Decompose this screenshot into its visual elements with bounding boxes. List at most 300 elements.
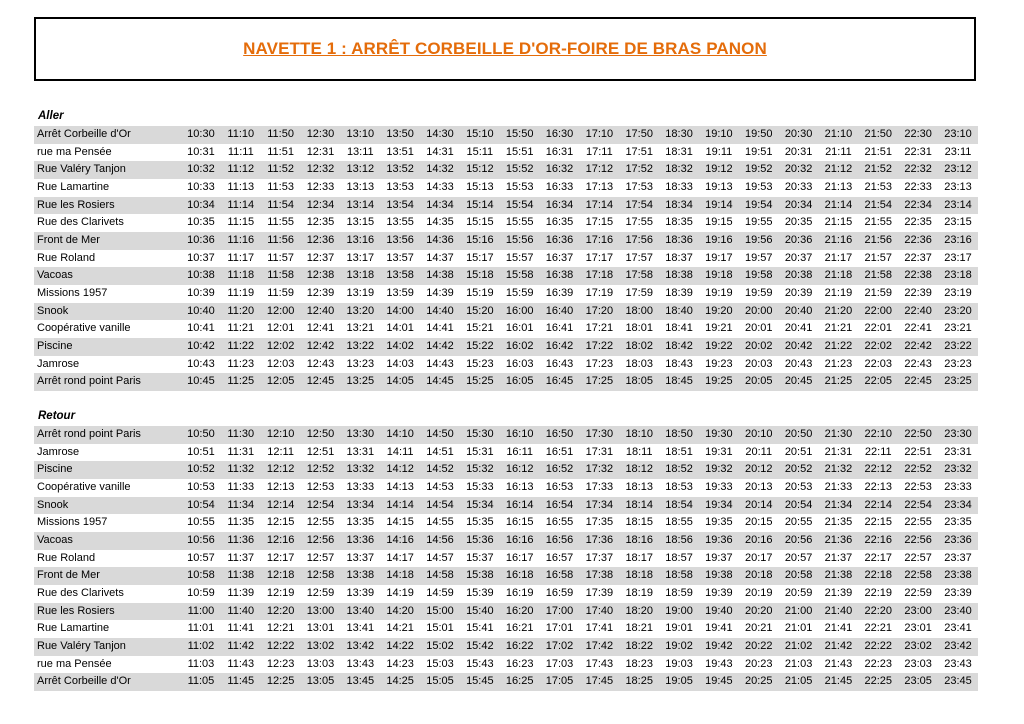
time-cell: 23:30 [938,426,978,444]
time-cell: 11:14 [221,197,261,215]
time-cell: 18:17 [625,551,653,564]
time-cell: 18:33 [665,180,693,193]
time-cell: 21:25 [819,373,859,391]
time-cell: 19:50 [739,126,779,144]
time-cell: 11:52 [261,161,301,179]
time-cell: 10:45 [181,373,221,391]
time-cell: 18:20 [619,603,659,621]
time-cell: 15:13 [466,180,494,193]
time-cell: 12:18 [261,567,301,585]
time-cell: 20:10 [739,426,779,444]
time-cell: 12:55 [306,516,335,529]
time-cell: 23:22 [938,338,978,356]
time-cell: 22:14 [858,497,898,515]
time-cell: 13:02 [301,638,341,656]
time-cell: 13:38 [340,567,380,585]
time-cell: 11:53 [267,180,294,193]
time-cell: 20:53 [784,480,813,493]
time-cell: 22:53 [904,480,932,493]
time-cell: 23:13 [944,180,972,193]
time-cell: 22:56 [898,532,938,550]
time-cell: 12:01 [266,322,295,335]
time-cell: 13:41 [346,622,375,635]
time-cell: 19:37 [705,551,733,564]
time-cell: 20:02 [739,338,779,356]
time-cell: 15:53 [505,180,534,193]
time-cell: 11:00 [181,603,221,621]
time-cell: 23:00 [898,603,938,621]
time-cell: 22:17 [864,551,893,564]
time-cell: 14:50 [420,426,460,444]
time-cell: 11:10 [221,126,261,144]
time-cell: 21:52 [858,161,898,179]
time-cell: 13:20 [340,303,380,321]
time-cell: 21:35 [824,516,853,529]
time-cell: 21:33 [824,480,853,493]
time-cell: 16:22 [500,638,540,656]
table-row [34,497,978,515]
time-cell: 23:36 [938,532,978,550]
time-cell: 11:54 [261,197,301,215]
time-cell: 17:39 [585,586,614,599]
time-cell: 22:36 [898,232,938,250]
time-cell: 20:20 [739,603,779,621]
time-cell: 16:14 [500,497,540,515]
time-cell: 17:25 [579,373,619,391]
time-cell: 10:59 [187,586,215,599]
time-cell: 14:43 [426,357,454,370]
time-cell: 15:38 [460,567,500,585]
time-cell: 14:00 [380,303,420,321]
time-cell: 16:01 [505,322,534,335]
time-cell: 15:25 [460,373,500,391]
time-cell: 18:00 [619,303,659,321]
time-cell: 17:35 [585,516,614,529]
time-cell: 12:16 [261,532,301,550]
time-cell: 14:15 [386,516,414,529]
time-cell: 18:38 [659,267,699,285]
time-cell: 16:57 [545,551,574,564]
time-cell: 13:21 [346,322,375,335]
time-cell: 18:19 [625,586,653,599]
time-cell: 16:23 [505,657,534,670]
time-cell: 15:15 [466,216,494,229]
stop-name: Arrêt rond point Paris [34,426,181,444]
time-cell: 20:11 [745,445,773,458]
time-cell: 12:33 [306,180,335,193]
time-cell: 15:17 [466,251,494,264]
time-cell: 10:53 [187,480,215,493]
time-cell: 22:30 [898,126,938,144]
time-cell: 15:59 [505,286,534,299]
stop-name: rue ma Pensée [37,657,112,670]
time-cell: 23:23 [944,357,972,370]
time-cell: 18:34 [659,197,699,215]
time-cell: 16:20 [500,603,540,621]
time-cell: 14:11 [386,445,414,458]
stop-name: Missions 1957 [37,516,108,529]
time-cell: 12:43 [306,357,335,370]
time-cell: 21:13 [824,180,853,193]
table-row [34,426,978,444]
time-cell: 18:45 [659,373,699,391]
time-cell: 18:03 [625,357,653,370]
time-cell: 22:19 [864,586,893,599]
time-cell: 16:45 [540,373,580,391]
time-cell: 15:35 [466,516,494,529]
time-cell: 19:38 [699,567,739,585]
time-cell: 23:12 [938,161,978,179]
time-cell: 21:43 [824,657,853,670]
time-cell: 15:02 [420,638,460,656]
time-cell: 19:42 [699,638,739,656]
time-cell: 16:55 [545,516,574,529]
time-cell: 22:39 [904,286,932,299]
time-cell: 12:41 [306,322,335,335]
time-cell: 21:37 [824,551,853,564]
time-cell: 19:21 [705,322,733,335]
time-cell: 21:50 [858,126,898,144]
time-cell: 10:31 [187,145,215,158]
time-cell: 11:42 [221,638,261,656]
section-label-retour: Retour [38,410,76,422]
time-cell: 14:42 [420,338,460,356]
time-cell: 13:05 [301,673,341,691]
stop-name: Jamrose [37,445,80,458]
time-cell: 22:21 [864,622,893,635]
time-cell: 20:55 [784,516,813,529]
time-cell: 22:33 [904,180,932,193]
time-cell: 19:10 [699,126,739,144]
time-cell: 11:34 [221,497,261,515]
time-cell: 23:17 [944,251,972,264]
time-cell: 13:18 [340,267,380,285]
time-cell: 14:31 [426,145,454,158]
time-cell: 11:15 [227,216,255,229]
time-cell: 16:40 [540,303,580,321]
time-cell: 18:02 [619,338,659,356]
time-cell: 21:11 [825,145,852,158]
time-cell: 10:56 [181,532,221,550]
time-cell: 11:37 [227,551,255,564]
time-cell: 20:40 [779,303,819,321]
time-cell: 19:19 [705,286,733,299]
stop-name: Rue Valéry Tanjon [34,161,181,179]
time-cell: 23:32 [938,461,978,479]
time-cell: 17:53 [625,180,653,193]
time-cell: 20:03 [744,357,773,370]
time-cell: 13:23 [346,357,375,370]
time-cell: 11:32 [221,461,261,479]
time-cell: 21:17 [824,251,853,264]
time-cell: 20:36 [779,232,819,250]
time-cell: 16:32 [540,161,580,179]
time-cell: 17:03 [545,657,574,670]
time-cell: 14:16 [380,532,420,550]
time-cell: 17:37 [585,551,614,564]
time-cell: 16:51 [545,445,574,458]
time-cell: 17:17 [585,251,614,264]
time-cell: 16:17 [505,551,534,564]
time-cell: 19:32 [699,461,739,479]
table-row [34,461,978,479]
time-cell: 13:36 [340,532,380,550]
time-cell: 16:43 [545,357,574,370]
time-cell: 22:03 [864,357,893,370]
time-cell: 22:18 [858,567,898,585]
time-cell: 11:21 [227,322,255,335]
time-cell: 13:53 [386,180,414,193]
time-cell: 19:56 [739,232,779,250]
time-cell: 11:58 [261,267,301,285]
time-cell: 20:33 [784,180,813,193]
time-cell: 13:17 [346,251,375,264]
time-cell: 11:40 [221,603,261,621]
time-cell: 23:42 [938,638,978,656]
time-cell: 18:43 [665,357,693,370]
stop-name: Piscine [34,461,181,479]
time-cell: 19:43 [705,657,733,670]
time-cell: 11:05 [181,673,221,691]
time-cell: 17:38 [579,567,619,585]
time-cell: 19:16 [699,232,739,250]
time-cell: 18:18 [619,567,659,585]
time-cell: 23:01 [904,622,932,635]
time-cell: 16:10 [500,426,540,444]
time-cell: 15:23 [466,357,494,370]
stop-name: Rue Lamartine [37,622,110,635]
time-cell: 23:21 [944,322,972,335]
table-row [34,338,978,356]
time-cell: 16:52 [540,461,580,479]
time-cell: 13:19 [346,286,375,299]
time-cell: 14:35 [426,216,454,229]
time-cell: 11:30 [221,426,261,444]
time-cell: 13:22 [340,338,380,356]
time-cell: 22:20 [858,603,898,621]
time-cell: 22:16 [858,532,898,550]
time-cell: 21:21 [824,322,853,335]
time-cell: 19:11 [705,145,733,158]
time-cell: 12:10 [261,426,301,444]
table-row [34,126,978,144]
time-cell: 10:41 [187,322,215,335]
time-cell: 15:41 [466,622,494,635]
time-cell: 21:05 [779,673,819,691]
time-cell: 21:53 [864,180,893,193]
time-cell: 18:36 [659,232,699,250]
time-cell: 18:13 [625,480,653,493]
time-cell: 18:39 [665,286,693,299]
time-cell: 14:21 [386,622,414,635]
time-cell: 13:31 [346,445,375,458]
stop-name: rue ma Pensée [37,145,112,158]
time-cell: 20:37 [784,251,813,264]
time-cell: 22:50 [898,426,938,444]
time-cell: 18:55 [665,516,693,529]
time-cell: 10:39 [187,286,215,299]
time-cell: 13:39 [346,586,375,599]
time-cell: 22:54 [898,497,938,515]
time-cell: 15:42 [460,638,500,656]
time-cell: 16:42 [540,338,580,356]
time-cell: 18:37 [665,251,693,264]
time-cell: 13:52 [380,161,420,179]
time-cell: 19:18 [699,267,739,285]
time-cell: 16:35 [545,216,574,229]
time-cell: 20:57 [784,551,813,564]
time-cell: 13:50 [380,126,420,144]
time-cell: 12:22 [261,638,301,656]
time-cell: 13:56 [380,232,420,250]
time-cell: 11:45 [221,673,261,691]
time-cell: 23:14 [938,197,978,215]
time-cell: 17:21 [585,322,614,335]
time-cell: 17:14 [579,197,619,215]
time-cell: 12:30 [301,126,341,144]
time-cell: 22:45 [898,373,938,391]
time-cell: 14:37 [426,251,454,264]
time-cell: 18:58 [659,567,699,585]
time-cell: 13:16 [340,232,380,250]
time-cell: 23:25 [938,373,978,391]
time-cell: 10:51 [187,445,215,458]
time-cell: 21:39 [824,586,853,599]
time-cell: 23:19 [944,286,972,299]
time-cell: 21:45 [819,673,859,691]
time-cell: 11:38 [221,567,261,585]
time-cell: 23:18 [938,267,978,285]
time-cell: 19:40 [699,603,739,621]
table-row [34,267,978,285]
time-cell: 22:40 [898,303,938,321]
time-cell: 16:59 [545,586,574,599]
table-row [34,179,978,197]
time-cell: 16:37 [545,251,574,264]
time-cell: 16:36 [540,232,580,250]
time-cell: 11:35 [227,516,255,529]
time-cell: 19:52 [739,161,779,179]
time-cell: 15:03 [426,657,454,670]
time-cell: 11:39 [227,586,255,599]
time-cell: 15:32 [460,461,500,479]
time-cell: 23:34 [938,497,978,515]
table-row [34,550,978,568]
time-cell: 13:57 [386,251,414,264]
time-cell: 15:45 [460,673,500,691]
time-cell: 12:37 [306,251,335,264]
time-cell: 15:40 [460,603,500,621]
time-cell: 18:35 [665,216,693,229]
time-cell: 19:22 [699,338,739,356]
time-cell: 15:34 [460,497,500,515]
time-cell: 16:15 [505,516,534,529]
time-cell: 10:54 [181,497,221,515]
time-cell: 22:11 [864,445,892,458]
time-cell: 20:18 [739,567,779,585]
time-cell: 18:52 [659,461,699,479]
time-cell: 11:17 [227,251,255,264]
time-cell: 20:50 [779,426,819,444]
time-cell: 17:34 [579,497,619,515]
table-row [34,514,978,532]
time-cell: 15:55 [505,216,534,229]
time-cell: 14:57 [426,551,454,564]
stop-name: Missions 1957 [37,286,108,299]
time-cell: 19:00 [659,603,699,621]
time-cell: 22:22 [858,638,898,656]
time-cell: 15:56 [500,232,540,250]
time-cell: 12:40 [301,303,341,321]
time-cell: 13:13 [346,180,375,193]
time-cell: 21:02 [779,638,819,656]
time-cell: 12:00 [261,303,301,321]
time-cell: 11:22 [221,338,261,356]
time-cell: 12:45 [301,373,341,391]
time-cell: 23:33 [944,480,972,493]
time-cell: 12:35 [306,216,335,229]
time-cell: 17:54 [619,197,659,215]
table-row [34,320,978,338]
time-cell: 10:52 [181,461,221,479]
time-cell: 14:51 [426,445,454,458]
time-cell: 19:23 [705,357,733,370]
time-cell: 11:56 [261,232,301,250]
time-cell: 18:40 [659,303,699,321]
time-cell: 16:02 [500,338,540,356]
stop-name: Vacoas [34,532,181,550]
time-cell: 17:36 [579,532,619,550]
time-cell: 19:41 [705,622,733,635]
time-cell: 11:41 [227,622,255,635]
time-cell: 12:05 [261,373,301,391]
table-row [34,197,978,215]
table-row [34,620,978,638]
stop-name: Rue les Rosiers [34,197,181,215]
time-cell: 15:12 [460,161,500,179]
time-cell: 12:32 [301,161,341,179]
time-cell: 14:05 [380,373,420,391]
stop-name: Rue Lamartine [37,180,110,193]
time-cell: 21:38 [819,567,859,585]
time-cell: 17:56 [619,232,659,250]
time-cell: 19:35 [705,516,733,529]
time-cell: 20:58 [779,567,819,585]
time-cell: 16:31 [545,145,574,158]
time-cell: 18:16 [619,532,659,550]
time-cell: 16:13 [505,480,534,493]
table-row [34,303,978,321]
time-cell: 12:53 [306,480,335,493]
time-cell: 14:52 [420,461,460,479]
section-label-aller: Aller [38,110,64,122]
time-cell: 20:54 [779,497,819,515]
time-cell: 20:56 [779,532,819,550]
time-cell: 17:33 [585,480,614,493]
time-cell: 22:32 [898,161,938,179]
time-cell: 11:25 [221,373,261,391]
time-cell: 17:05 [540,673,580,691]
time-cell: 11:23 [227,357,255,370]
title-box [34,17,976,81]
time-cell: 18:42 [659,338,699,356]
time-cell: 13:11 [346,145,374,158]
stop-name: Rue des Clarivets [37,216,124,229]
time-cell: 17:02 [540,638,580,656]
time-cell: 18:59 [665,586,693,599]
time-cell: 14:38 [420,267,460,285]
time-cell: 14:59 [426,586,454,599]
